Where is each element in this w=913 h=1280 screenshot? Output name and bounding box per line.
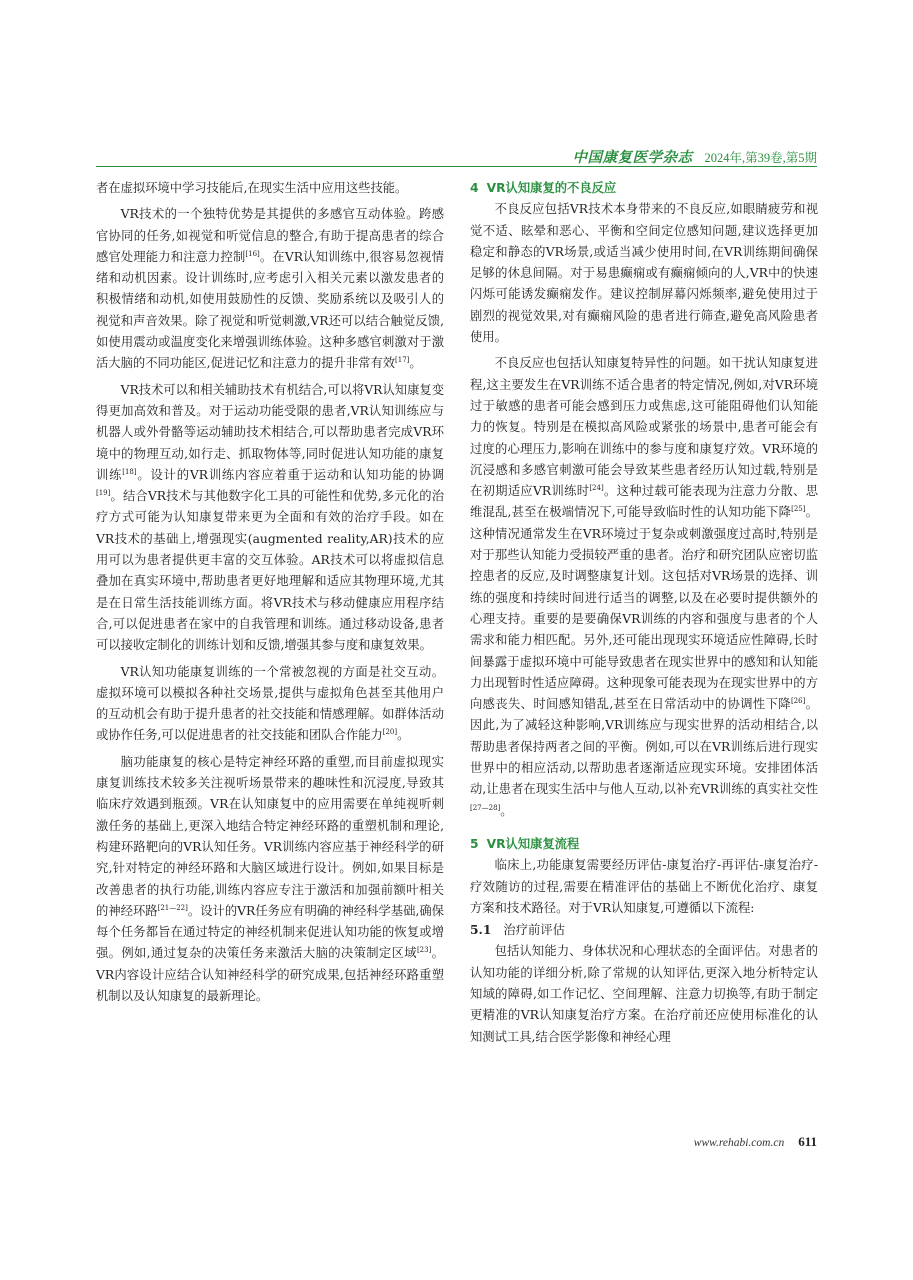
paragraph [96,380,444,657]
section-title: VR认知康复的不良反应 [486,181,617,195]
paragraph: 临床上,功能康复需要经历评估-康复治疗-再评估-康复治疗-疗效随访的过程,需要在精准评估的基础上不断优化治疗、康复方案和技术路径。对于VR认知康复,可遵循以下流程: [470,858,818,915]
paragraph-text: 不良反应也包括认知康复特异性的问题。如干扰认知康复进程,这主要发生在VR训练不适合患者的特定情况,例如,对VR环境过于敏感的患者可能会感到压力或焦虑,这可能阻碍他们认知能力的恢复。特别是在模拟高风险或紧张的场景中,患者可能会有过度的心理压力,影响在训练中的参与度和康复疗效。VR环境的沉浸感和多感官刺激可能会导致某些患者经历认知过载,特别是在初期适应VR训练时 [470,356,818,499]
paragraph-text: 。因此,为了减轻这种影响,VR训练应与现实世界的活动相结合,以帮助患者保持两者之间的平衡。例如,可以在VR训练后进行现实世界中的相应活动,以帮助患者逐渐适应现实环境。安排团体活动,让患者在现实生活中与他人互动,以补充VR训练的真实社交性 [470,697,818,797]
paragraph: 者在虚拟环境中学习技能后,在现实生活中应用这些技能。 [96,181,408,195]
citation-ref: [16] [245,249,260,258]
citation-ref: [19] [96,489,111,498]
left-column [96,178,444,1007]
section-title: VR认知康复流程 [486,836,580,851]
running-header [96,146,817,167]
subsection-title: 治疗前评估 [503,923,565,938]
citation-ref: [26] [790,697,806,706]
page-number: 611 [798,1134,817,1149]
paragraph-text: 脑功能康复的核心是特定神经环路的重塑,而目前虚拟现实康复训练技术较多关注视听场景带来的趣味性和沉浸度,导致其临床疗效遇到瓶颈。VR在认知康复中的应用需要在单纯视听刺激任务的基础上,更深入地结合特定神经环路的重塑机制和理论,构建环路靶向的VR认知任务。VR训练内容应基于神经科学的研究,针对特定的神经环路和大脑区域进行设计。例如,如果目标是改善患者的执行功能,训练内容应专注于激活和加强前额叶相关的神经环路 [96,754,444,918]
paragraph-text: 。设计的VR训练内容应着重于运动和认知功能的协调 [136,467,444,482]
paragraph [96,662,444,747]
journal-website: www.rehabi.com.cn [693,1137,785,1149]
paragraph-text: 。设计的VR任务应有明确的神经科学基础,确保每个任务都旨在通过特定的神经机制来促进认知功能的恢复或增强。例如,通过复杂的决策任务来激活大脑的决策制定区域 [96,903,444,961]
paragraph [470,353,818,822]
paragraph [96,752,444,1008]
paragraph-text: 。 [500,803,513,818]
citation-ref: [17] [395,356,410,365]
paragraph-text: 。结合VR技术与其他数字化工具的可能性和优势,多元化的治疗方式可能为认知康复带来更为全面和有效的治疗手段。如在VR技术的基础上,增强现实(augmented reality,AR)技术的应用可以为患者提供更丰富的交互体验。AR技术可以将虚拟信息叠加在真实环境中,帮助患者更好地理解和适应其物理环境,尤其是在日常生活技能训练方面。将VR技术与移动健康应用程序结合,可以促进患者在家中的自我管理和训练。通过移动设备,患者可以接收定制化的训练计划和反馈,增强其参与度和康复效果。 [96,489,444,653]
subsection-number: 5.1 [470,922,492,938]
citation-ref: [24] [589,484,604,493]
paragraph-text: 。这种过载可能表现为注意力分散、思维混乱,甚至在极端情况下,可能导致临时性的认知功能下降 [470,484,818,520]
paragraph-text: VR技术的一个独特优势是其提供的多感官互动体验。跨感官协同的任务,如视觉和听觉信息的整合,有助于提高患者的综合感官处理能力和注意力控制 [96,207,444,264]
citation-ref: [21—22] [157,903,188,912]
paragraph: 包括认知能力、身体状况和心理状态的全面评估。对患者的认知功能的详细分析,除了常规的认知评估,更深入地分析特定认知域的障碍,如工作记忆、空间理解、注意力切换等,有助于制定更精准的VR认知康复治疗方案。在治疗前还应使用标准化的认知测试工具,结合医学影像和神经心理 [470,944,818,1044]
section-number: 4 [470,181,479,195]
paragraph-text: 。VR内容设计应结合认知神经科学的研究成果,包括神经环路重塑机制以及认知康复的最新理论。 [96,946,444,1003]
section-heading [470,834,818,855]
citation-ref: [25] [791,505,806,514]
header-rule [96,166,817,167]
journal-name: 中国康复医学杂志 [572,149,693,166]
citation-ref: [18] [122,467,137,476]
paragraph: 不良反应包括VR技术本身带来的不良反应,如眼睛疲劳和视觉不适、眩晕和恶心、平衡和空间定位感知问题,建议选择更加稳定和静态的VR场景,或适当减少使用时间,在VR训练期间确保足够的休息间隔。对于易患癫痫或有癫痫倾向的人,VR中的快速闪烁可能诱发癫痫发作。建议控制屏幕闪烁频率,避免使用过于剧烈的视觉效果,对有癫痫风险的患者进行筛查,避免高风险患者使用。 [470,202,818,345]
citation-ref: [20] [382,728,398,737]
paragraph-text: VR认知功能康复训练的一个常被忽视的方面是社交互动。虚拟环境可以模拟各种社交场景,提供与虚拟角色甚至其他用户的互动机会有助于提升患者的社交技能和情感理解。如群体活动或协作任务,可以促进患者的社交技能和团队合作能力 [96,664,444,743]
paragraph-text: VR技术可以和相关辅助技术有机结合,可以将VR认知康复变得更加高效和普及。对于运动功能受限的患者,VR认知训练应与机器人或外骨骼等运动辅助技术相结合,可以帮助患者完成VR环境中的物理互动,如行走、抓取物体等,同时促进认知功能的康复训练 [96,382,444,482]
section-heading [470,178,818,199]
section-number: 5 [470,836,479,851]
paragraph [96,204,444,374]
right-column [470,178,818,1048]
citation-ref: [23] [416,946,432,955]
issue-info: 2024年,第39卷,第5期 [704,151,817,165]
paragraph-text: 。 [409,356,422,371]
paragraph-text: 。在VR认知训练中,很容易忽视情绪和动机因素。设计训练时,应考虑引入相关元素以激发患者的积极情绪和动机,如使用鼓励性的反馈、奖励系统以及吸引人的视觉和声音效果。除了视觉和听觉刺激,VR还可以结合触觉反馈,如使用震动或温度变化来增强训练体验。这种多感官刺激对于激活大脑的不同功能区,促进记忆和注意力的提升非常有效 [96,249,444,371]
paragraph-text: 。这种情况通常发生在VR环境过于复杂或刺激强度过高时,特别是对于那些认知能力受损较严重的患者。治疗和研究团队应密切监控患者的反应,及时调整康复计划。这包括对VR场景的选择、训练的强度和持续时间进行适当的调整,以及在必要时提供额外的心理支持。重要的是要确保VR训练的内容和强度与患者的个人需求和能力相匹配。另外,还可能出现现实环境适应性障碍,长时间暴露于虚拟环境中可能导致患者在现实世界中的感知和认知能力出现暂时性适应障碍。这种现象可能表现为在现实世界中的方向感丧失、时间感知错乱,甚至在日常活动中的协调性下降 [470,505,818,712]
page-footer [694,1134,817,1150]
paragraph-text: 。 [397,728,410,743]
citation-ref: [27—28] [470,803,501,812]
subsection-heading [470,919,818,941]
